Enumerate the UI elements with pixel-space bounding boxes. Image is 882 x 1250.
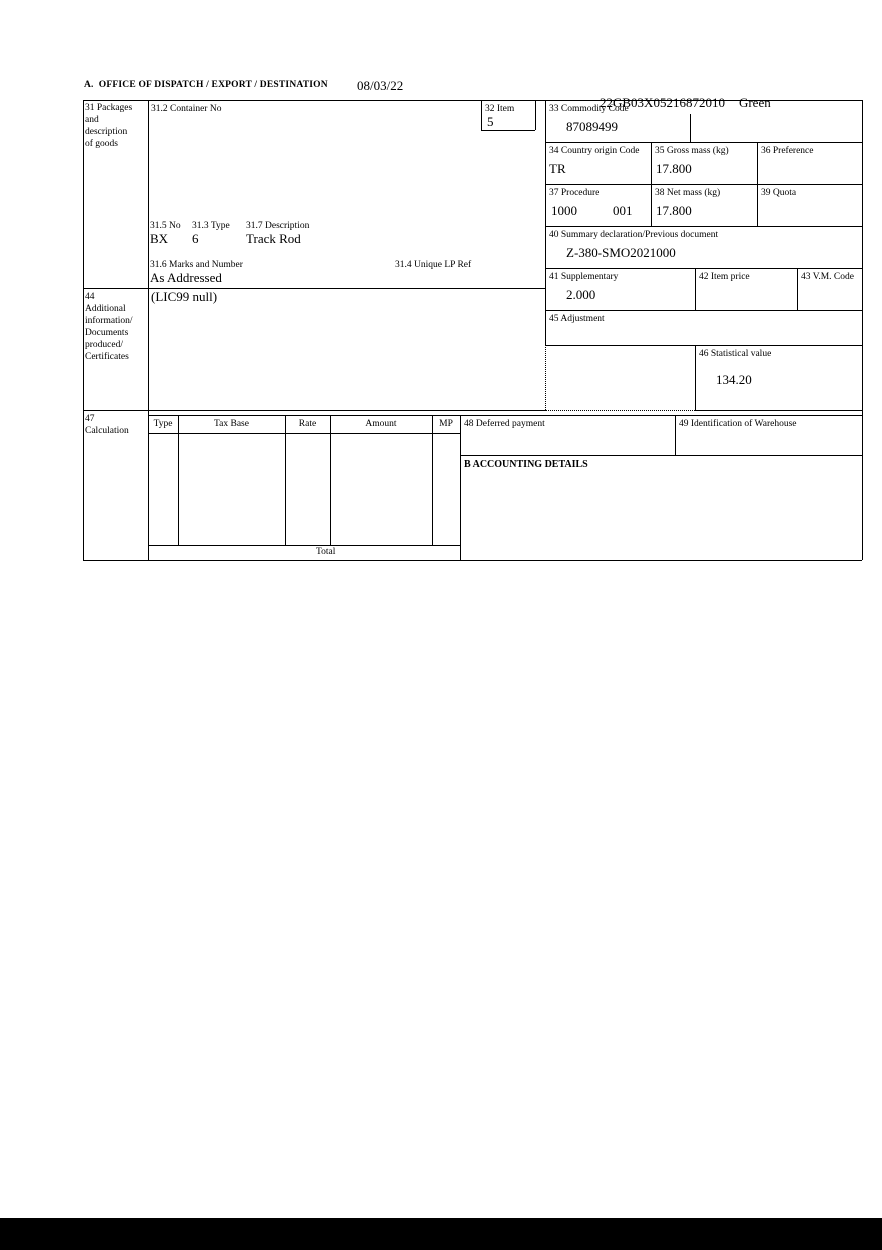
tax-table-column-border (330, 415, 331, 545)
vm-code-label: 43 V.M. Code (801, 272, 854, 282)
form-line (545, 142, 862, 143)
form-line (862, 100, 863, 560)
dotted-border (545, 410, 695, 411)
net-mass-value: 17.800 (656, 203, 692, 218)
box31-label-line: description (85, 127, 128, 137)
box32-right-border (535, 100, 536, 130)
box47-label-line: Calculation (85, 426, 129, 436)
form-line (83, 100, 862, 101)
office-of-dispatch-label: A. OFFICE OF DISPATCH / EXPORT / DESTINATION (84, 80, 328, 90)
tax-table-column-border (178, 415, 179, 545)
summary-declaration-label: 40 Summary declaration/Previous document (549, 230, 719, 240)
box31-label-line: 31 Packages (85, 103, 133, 113)
form-line (83, 410, 545, 411)
tax-table-column-border (432, 415, 433, 545)
packages-no-label: 31.5 No (150, 221, 181, 231)
procedure-value-2: 001 (613, 203, 633, 218)
unique-lp-ref-label: 31.4 Unique LP Ref (395, 260, 472, 270)
box44-label-line: Documents (85, 328, 129, 338)
item-number-value: 5 (487, 114, 494, 129)
form-line (797, 268, 798, 310)
tax-table-header-rate: Rate (298, 419, 317, 429)
additional-info-value: (LIC99 null) (151, 289, 218, 304)
commodity-code-separator (690, 114, 691, 142)
form-line (545, 100, 546, 345)
accounting-details-label: B ACCOUNTING DETAILS (464, 459, 588, 470)
box44-label-line: 44 (85, 292, 95, 302)
box48-49-divider (675, 415, 676, 455)
tax-total-label: Total (316, 547, 336, 557)
box31-label-line: and (85, 115, 99, 125)
dotted-border (545, 345, 546, 410)
box44-label-line: Additional (85, 304, 126, 314)
box48-bottom-border (460, 455, 862, 456)
adjustment-label: 45 Adjustment (549, 314, 605, 324)
tax-table-header-border (148, 433, 460, 434)
tax-table-top-border (148, 415, 862, 416)
routing-status: Green (738, 95, 771, 110)
preference-label: 36 Preference (761, 146, 814, 156)
deferred-payment-label: 48 Deferred payment (464, 419, 545, 429)
tax-table-header-mp: MP (439, 419, 453, 429)
country-origin-label: 34 Country origin Code (549, 146, 640, 156)
gross-mass-label: 35 Gross mass (kg) (655, 146, 729, 156)
supplementary-value: 2.000 (566, 287, 596, 302)
packages-type-value: 6 (192, 231, 199, 246)
marks-numbers-label: 31.6 Marks and Number (150, 260, 243, 270)
mrn-value: 22GB03X05216872010 (600, 95, 725, 110)
form-line (545, 226, 862, 227)
tax-table-header-type: Type (153, 419, 173, 429)
packages-no-value: BX (150, 231, 169, 246)
box32-bottom-border (481, 130, 535, 131)
item-price-label: 42 Item price (699, 272, 750, 282)
procedure-value-1: 1000 (551, 203, 577, 218)
box46-bottom-border (695, 410, 862, 411)
form-line (83, 100, 84, 560)
tax-table-header-amount: Amount (365, 419, 397, 429)
country-origin-value: TR (549, 161, 566, 176)
box44-label-line: information/ (85, 316, 133, 326)
statistical-value-label: 46 Statistical value (699, 349, 772, 359)
marks-numbers-value: As Addressed (150, 270, 222, 285)
tax-table-column-border (285, 415, 286, 545)
goods-description-value: Track Rod (246, 231, 301, 246)
bottom-black-bar (0, 1218, 882, 1250)
form-line (545, 184, 862, 185)
box32-left-border (481, 100, 482, 130)
dispatch-date-value: 08/03/22 (357, 78, 404, 93)
form-line (545, 310, 862, 311)
form-line (695, 268, 696, 310)
supplementary-label: 41 Supplementary (549, 272, 619, 282)
item-number-label: 32 Item (485, 104, 515, 114)
form-line (545, 345, 862, 346)
quota-label: 39 Quota (761, 188, 797, 198)
net-mass-label: 38 Net mass (kg) (655, 188, 721, 198)
commodity-code-label: 33 Commodity Code (549, 104, 629, 114)
box44-label-line: Certificates (85, 352, 129, 362)
box47-label-line: 47 (85, 414, 95, 424)
box31-label-line: of goods (85, 139, 118, 149)
warehouse-id-label: 49 Identification of Warehouse (679, 419, 797, 429)
form-line (545, 268, 862, 269)
form-line (83, 560, 862, 561)
procedure-label: 37 Procedure (549, 188, 600, 198)
box46-left-border (695, 345, 696, 410)
gross-mass-value: 17.800 (656, 161, 692, 176)
goods-description-label: 31.7 Description (246, 221, 310, 231)
summary-declaration-value: Z-380-SMO2021000 (566, 245, 676, 260)
form-line (148, 100, 149, 560)
commodity-code-value: 87089499 (566, 119, 618, 134)
total-row-top-border (148, 545, 460, 546)
box44-label-line: produced/ (85, 340, 123, 350)
tax-table-header-tax-base: Tax Base (214, 419, 249, 429)
packages-type-label: 31.3 Type (192, 221, 230, 231)
statistical-value: 134.20 (716, 372, 752, 387)
tax-table-right-border (460, 415, 461, 560)
container-no-label: 31.2 Container No (151, 104, 222, 114)
